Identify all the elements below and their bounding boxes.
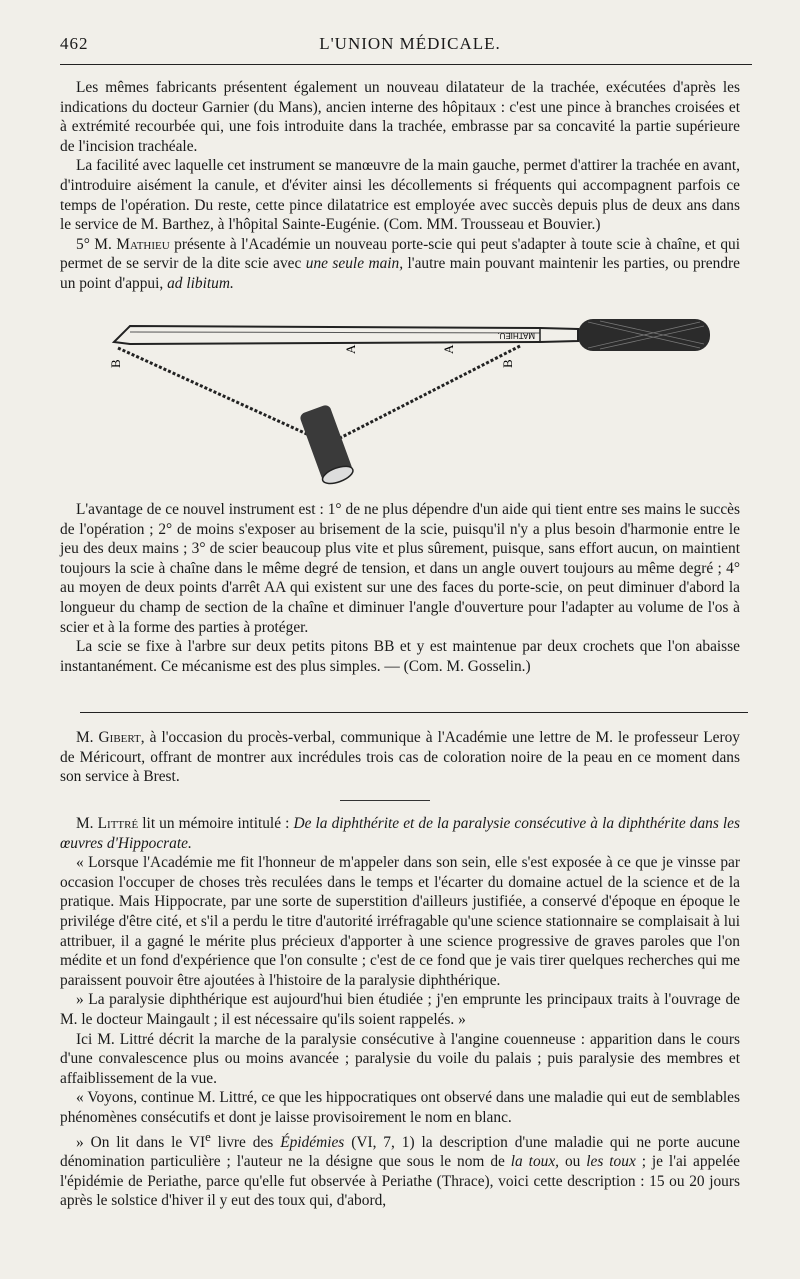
figure-label-b-left: B bbox=[108, 359, 123, 368]
paragraph-epidemies: » On lit dans le VIe livre des Épidémies (VI, 7, 1) la description d'une maladie qui ne porte aucune dénomination particulière ; l'auteur ne la désigne que sous le nom de la toux, ou les toux ; je l'ai appelée l'épidémie de Periathe, parce qu'elle fut observée à Periathe (Thrace), voici cette description : 15 ou 20 jours après le solstice d'hiver il y eut des toux qui, d'abord, bbox=[60, 1129, 740, 1210]
journal-title: L'UNION MÉDICALE. bbox=[319, 34, 501, 53]
page-header bbox=[60, 30, 760, 60]
section-rule bbox=[80, 712, 748, 713]
paragraph-block-1 bbox=[60, 78, 740, 294]
paragraph: L'avantage de ce nouvel instrument est : 1° de ne plus dépendre d'un aide qui tient entre ses mains le succès de l'opération ; 2° de moins s'exposer au brisement de la scie, puisqu'il n'y a plus besoin d'harmonie entre le jeu des deux mains ; 3° de scier beaucoup plus vite et plus sûrement, puisque, sans effort aucun, on maintient toujours la scie à chaîne dans le même degré de tension, et dans un angle ouvert toujours au même degré ; 4° au moyen de deux points d'arrêt AA qui existent sur une des faces du porte-scie, on peut diminuer d'abord la longueur du champ de section de la chaîne et diminuer l'angle d'ouverture pour l'adapter au volume de l'os à scier et à la forme des parties à protéger. bbox=[60, 501, 740, 636]
figure-maker-mark: MATHIEU. bbox=[497, 331, 535, 340]
paragraph-gibert: M. Gibert, à l'occasion du procès-verbal, communique à l'Académie une lettre de M. le professeur Leroy de Méricourt, offrant de montrer aux incrédules trois cas de coloration noire de la peau en ce moment dans son service à Brest. bbox=[60, 729, 740, 786]
paragraph: « Voyons, continue M. Littré, ce que les hippocratiques ont observé dans une maladie qui eut de semblables phénomènes consécutifs et dont je laisse provisoirement le nom en blanc. bbox=[60, 1089, 740, 1126]
section-rule-short bbox=[340, 800, 430, 801]
figure-label-b-right: B bbox=[500, 359, 515, 368]
paragraph-block-3 bbox=[60, 814, 740, 1211]
paragraph: La scie se fixe à l'arbre sur deux petits pitons BB et y est maintenue par deux crochets que l'on abaisse instantanément. Ce mécanisme est des plus simples. — (Com. M. Gosselin.) bbox=[60, 638, 740, 675]
paragraph: » La paralysie diphthérique est aujourd'hui bien étudiée ; j'en emprunte les principaux traits à l'ouvrage de M. le docteur Maingault ; il est nécessaire qu'ils soient rappelés. » bbox=[60, 991, 740, 1028]
header-rule bbox=[60, 64, 752, 65]
figure-bone bbox=[299, 404, 355, 487]
paragraph-mathieu: 5° M. Mathieu présente à l'Académie un nouveau porte-scie qui peut s'adapter à toute scie à chaîne, et qui permet de se servir de la dite scie avec une seule main, l'autre main pouvant maintenir les parties, ou prendre un point d'appui, ad libitum. bbox=[60, 235, 741, 292]
paragraph: Les mêmes fabricants présentent également un nouveau dilatateur de la trachée, exécutées d'après les indications du docteur Garnier (du Mans), ancien interne des hôpitaux : c'est une pince à branches croisées et à extrémité recourbée qui, une fois introduite dans la trachée, embrasse par sa concavité la partie supérieure de l'incision trachéale. bbox=[60, 79, 740, 155]
figure-label-a-left: A bbox=[343, 344, 358, 354]
paragraph: « Lorsque l'Académie me fit l'honneur de m'appeler dans son sein, elle s'est exposée à ce que je vinsse par occasion l'occuper de choses très reculées dans le temps et l'écarter du domaine actuel de la science et de la pratique. Mais Hippocrate, par une sorte de superstition d'ailleurs justifiée, a conservé d'époque en époque le privilége d'être cité, et s'il a perdu le titre d'autorité irréfragable qu'une science stationnaire se complaisait à lui attribuer, il a gagné le mérite plus précieux d'apporter à une science progressive de graves paroles que l'on médite et un fond d'expérience que l'on consulte ; c'est de ce fond que je vais tirer quelques recherches qui me paraissent pouvoir être ajoutées à l'histoire de la paralysie diphthérique. bbox=[60, 854, 740, 989]
paragraph-block-2 bbox=[60, 500, 740, 676]
paragraph: La facilité avec laquelle cet instrument se manœuvre de la main gauche, permet d'attirer la trachée en avant, d'introduire aisément la canule, et d'éviter ainsi les décollements si fréquents qui accompagnent parfois ce temps de l'opération. Du reste, cette pince dilatatrice est employée avec succès depuis plus de deux ans dans le service de M. Barthez, à l'hôpital Sainte-Eugénie. (Com. MM. Trousseau et Bouvier.) bbox=[60, 157, 740, 234]
paragraph-littre: M. Littré lit un mémoire intitulé : De la diphthérite et de la paralysie consécutive à la diphthérite dans les œuvres d'Hippocrate. bbox=[60, 815, 741, 852]
paragraph: Ici M. Littré décrit la marche de la paralysie consécutive à l'angine couenneuse : apparition dans le cours d'une convalescence plus ou moins avancée ; paralysie du voile du palais ; puis paralysie des membres et affaiblissement de la vue. bbox=[60, 1030, 740, 1087]
saw-holder-figure bbox=[100, 312, 720, 492]
page-number: 462 bbox=[60, 34, 89, 53]
figure-label-a-right: A bbox=[441, 344, 456, 354]
